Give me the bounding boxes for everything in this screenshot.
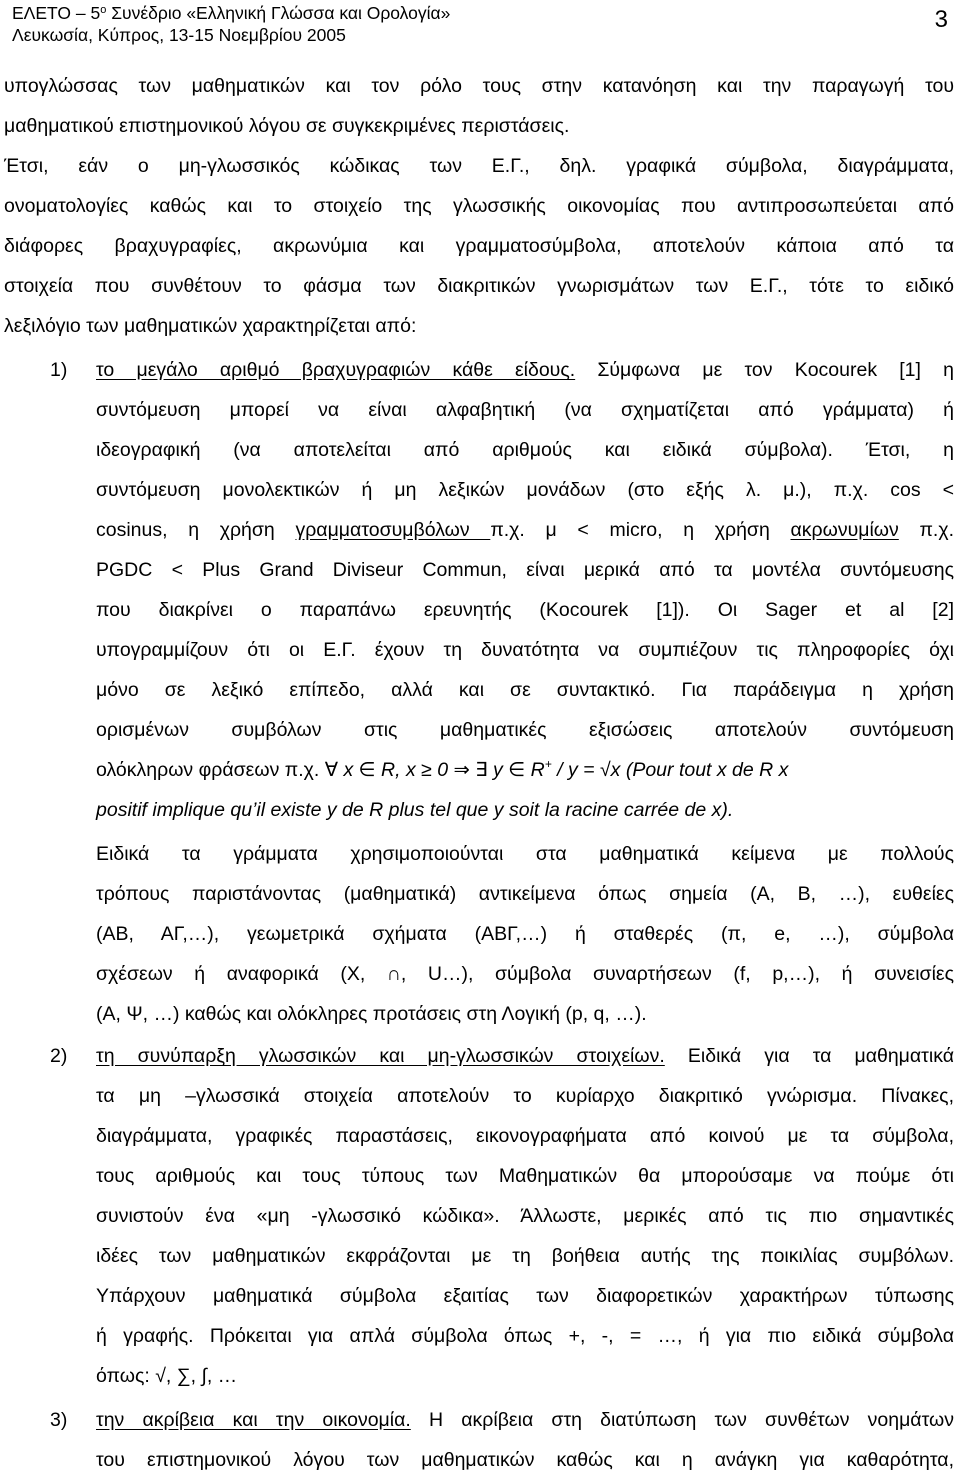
list-item-title: το μεγάλο αριθμό βραχυγραφιών κάθε είδους.	[96, 359, 576, 381]
text-line: Έτσι, εάν ο μη-γλωσσικός κώδικας των Ε.Γ., δηλ. γραφικά σύμβολα, διαγράμματα,	[4, 155, 954, 177]
element-of-symbol: ∈	[358, 759, 376, 781]
text-line: συντόμευση μπορεί να είναι αλφαβητική (να σχηματίζεται από γράμματα) ή	[96, 399, 954, 421]
conference-location: Λευκωσία, Κύπρος, 13-15 Νοεμβρίου 2005	[12, 25, 346, 45]
text-line: ιδέες των μαθηματικών εκφράζονται με τη βοήθεια αυτής της ποικιλίας συμβόλων.	[96, 1245, 954, 1267]
text-line: συνιστούν ένα «μη -γλωσσικό κώδικα». Άλλωστε, μερικές από τις πιο σημαντικές	[96, 1205, 954, 1227]
text-line: τρόπους παριστάνοντας (μαθηματικά) αντικείμενα όπως σημεία (Α, Β, …), ευθείες	[96, 883, 954, 905]
list-number: 1)	[50, 359, 68, 381]
text-line: υπογλώσσας των μαθηματικών και τον ρόλο τους στην κατανόηση και την παραγωγή του	[4, 75, 954, 97]
text-line: τους αριθμούς και τους τύπους των Μαθηματικών θα μπορούσαμε να πούμε ότι	[96, 1165, 954, 1187]
underlined-term: ακρωνυμίων	[790, 519, 899, 541]
page-header	[12, 2, 952, 46]
text-line: μαθηματικού επιστημονικού λόγου σε συγκεκριμένες περιστάσεις.	[4, 115, 570, 137]
greater-equal-symbol: ≥	[421, 759, 432, 781]
conference-title: ΕΛΕΤΟ – $5^o$ Συνέδριο «Ελληνική Γλώσσα και Ορολογία»	[12, 3, 451, 23]
text-line: cosinus, η χρήση γραμματοσυμβόλων π.χ. μ < micro, η χρήση ακρωνυμίων π.χ.	[96, 519, 954, 541]
formula-line: ολόκληρων φράσεων π.χ. ∀ x ∈ R, x ≥ 0 ⇒ ∃ y ∈ R+ / y = √x (Pour tout x de R x	[96, 757, 789, 781]
text-line: ονοματολογίες καθώς και το στοιχείο της γλωσσικής οικονομίας που αντιπροσωπεύεται από	[4, 195, 954, 217]
text-line: ή γραφής. Πρόκειται για απλά σύμβολα όπως +, -, = …, ή για πιο ειδικά σύμβολα	[96, 1325, 954, 1347]
list-item-title: τη συνύπαρξη γλωσσικών και μη-γλωσσικών στοιχείων.	[96, 1045, 665, 1067]
text-line: διάφορες βραχυγραφίες, ακρωνύμια και γραμματοσύμβολα, αποτελούν κάποια από τα	[4, 235, 954, 257]
text-line: σχέσεων ή αναφορικά (Χ, ∩, U…), σύμβολα συναρτήσεων (f, p,…), ή συνεισίες	[96, 963, 954, 985]
text-line: την ακρίβεια και την οικονομία. Η ακρίβεια στη διατύπωση των συνθέτων νοημάτων	[96, 1409, 954, 1431]
text-line: το μεγάλο αριθμό βραχυγραφιών κάθε είδους. Σύμφωνα με τον Kocourek [1] η	[96, 359, 954, 381]
text-line: όπως: √, ∑, ∫, …	[96, 1365, 238, 1387]
text-line: του επιστημονικού λόγου των μαθηματικών καθώς και η ανάγκη για καθαρότητα,	[96, 1449, 954, 1471]
text-line: Υπάρχουν μαθηματικά σύμβολα εξαιτίας των διαφορετικών χαρακτήρων τύπωσης	[96, 1285, 954, 1307]
text-line: (Α, Ψ, …) καθώς και ολόκληρες προτάσεις στη Λογική (p, q, …).	[96, 1003, 647, 1025]
forall-symbol: ∀	[324, 759, 339, 781]
text-line: ιδεογραφική (να αποτελείται από αριθμούς και ειδικά σύμβολα). Έτσι, η	[96, 439, 954, 461]
text-line: διαγράμματα, γραφικές παραστάσεις, εικονογραφήματα από κοινού με τα σύμβολα,	[96, 1125, 954, 1147]
text-line: (ΑΒ, ΑΓ,…), γεωμετρικά σχήματα (ΑΒΓ,…) ή σταθερές (π, e, …), σύμβολα	[96, 923, 954, 945]
underlined-term: γραμματοσυμβόλων	[295, 519, 491, 541]
text-line: συντόμευση μονολεκτικών ή μη λεξικών μονάδων (στο εξής λ. μ.), π.χ. cos <	[96, 479, 954, 501]
text-line: στοιχεία που συνθέτουν το φάσμα των διακριτικών γνωρισμάτων των Ε.Γ., τότε το ειδικό	[4, 275, 954, 297]
page-number: 3	[934, 6, 948, 33]
text-line: ορισμένων συμβόλων στις μαθηματικές εξισώσεις αποτελούν συντόμευση	[96, 719, 954, 741]
text-line: που διακρίνει ο παραπάνω ερευνητής (Kocourek [1]). Οι Sager et al [2]	[96, 599, 954, 621]
text-line: υπογραμμίζουν ότι οι Ε.Γ. έχουν τη δυνατότητα να συμπιέζουν τις πληροφορίες όχι	[96, 639, 954, 661]
text-line: PGDC < Plus Grand Diviseur Commun, είναι μερικά από τα μοντέλα συντόμευσης	[96, 559, 954, 581]
text-line: τα μη –γλωσσικά στοιχεία αποτελούν το κυρίαρχο διακριτικό γνώρισμα. Πίνακες,	[96, 1085, 954, 1107]
list-number: 2)	[50, 1045, 68, 1067]
exists-symbol: ∃	[475, 759, 488, 781]
text-line: τη συνύπαρξη γλωσσικών και μη-γλωσσικών στοιχείων. Ειδικά για τα μαθηματικά	[96, 1045, 954, 1067]
text-line: λεξιλόγιο των μαθηματικών χαρακτηρίζεται από:	[4, 315, 417, 337]
text-line: positif implique qu’il existe y de R plus tel que y soit la racine carrée de x).	[96, 799, 734, 821]
list-item-title: την ακρίβεια και την οικονομία.	[96, 1409, 411, 1431]
text-line: Ειδικά τα γράμματα χρησιμοποιούνται στα μαθηματικά κείμενα με πολλούς	[96, 843, 954, 865]
list-number: 3)	[50, 1409, 68, 1431]
text-line: μόνο σε λεξικό επίπεδο, αλλά και σε συντακτικό. Για παράδειγμα η χρήση	[96, 679, 954, 701]
implies-symbol: ⇒	[453, 759, 470, 781]
math-formula: ∀ x ∈ R, x ≥ 0 ⇒ ∃ y ∈ R+ / y = √x (Pour tout x de R x	[324, 757, 789, 781]
element-of-symbol: ∈	[508, 759, 526, 781]
sqrt-symbol: √	[599, 759, 611, 781]
